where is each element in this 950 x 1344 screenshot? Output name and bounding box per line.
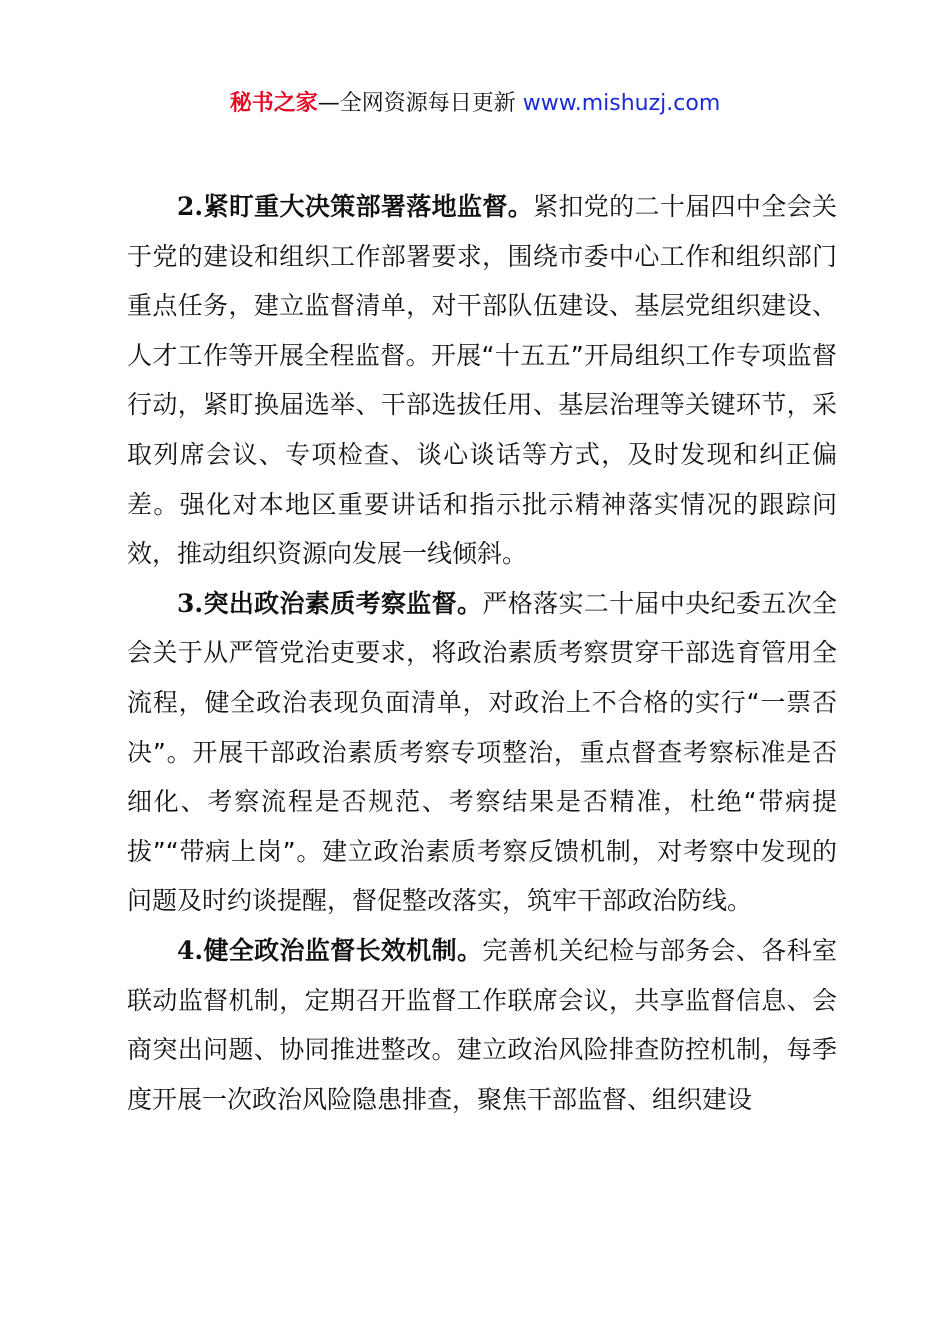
- paragraph-3: [127, 579, 837, 926]
- site-header: [0, 88, 950, 120]
- paragraph-4: [127, 926, 837, 1124]
- paragraph-number: 2.: [177, 192, 204, 221]
- document-body: [127, 182, 837, 1124]
- brand-name: 秘书之家: [229, 91, 318, 116]
- paragraph-heading-text: 健全政治监督长效机制。: [203, 935, 483, 965]
- paragraph-heading: [177, 192, 533, 221]
- paragraph-heading-text: 突出政治素质考察监督。: [203, 588, 483, 618]
- paragraph-text: 紧扣党的二十届四中全会关于党的建设和组织工作部署要求，围绕市委中心工作和组织部门重点任务，建立监督清单，对干部队伍建设、基层党组织建设、人才工作等开展全程监督。开展“十五五”开局组织工作专项监督行动，紧盯换届选举、干部选拔任用、基层治理等关键环节，采取列席会议、专项检查、谈心谈话等方式，及时发现和纠正偏差。强化对本地区重要讲话和指示批示精神落实情况的跟踪问效，推动组织资源向发展一线倾斜。: [127, 192, 837, 569]
- paragraph-text: 完善机关纪检与部务会、各科室联动监督机制，定期召开监督工作联席会议，共享监督信息、会商突出问题、协同推进整改。建立政治风险排查防控机制，每季度开展一次政治风险隐患排查，聚焦干部监督、组织建设: [127, 935, 837, 1114]
- paragraph-number: 4.: [177, 935, 204, 965]
- paragraph-heading-text: 紧盯重大决策部署落地监督。: [203, 192, 534, 221]
- paragraph-heading: [177, 936, 482, 965]
- header-tagline: —全网资源每日更新: [317, 91, 523, 116]
- paragraph-text: 严格落实二十届中央纪委五次全会关于从严管党治吏要求，将政治素质考察贯穿干部选育管用全流程，健全政治表现负面清单，对政治上不合格的实行“一票否决”。开展干部政治素质考察专项整治，重点督查考察标准是否细化、考察流程是否规范、考察结果是否精准，杜绝“带病提拔”“带病上岗”。建立政治素质考察反馈机制，对考察中发现的问题及时约谈提醒，督促整改落实，筑牢干部政治防线。: [127, 588, 837, 916]
- paragraph-number: 3.: [177, 588, 204, 618]
- site-url-link[interactable]: www.mishuzj.com: [522, 91, 721, 116]
- paragraph-2: [127, 182, 837, 579]
- paragraph-heading: [177, 589, 482, 618]
